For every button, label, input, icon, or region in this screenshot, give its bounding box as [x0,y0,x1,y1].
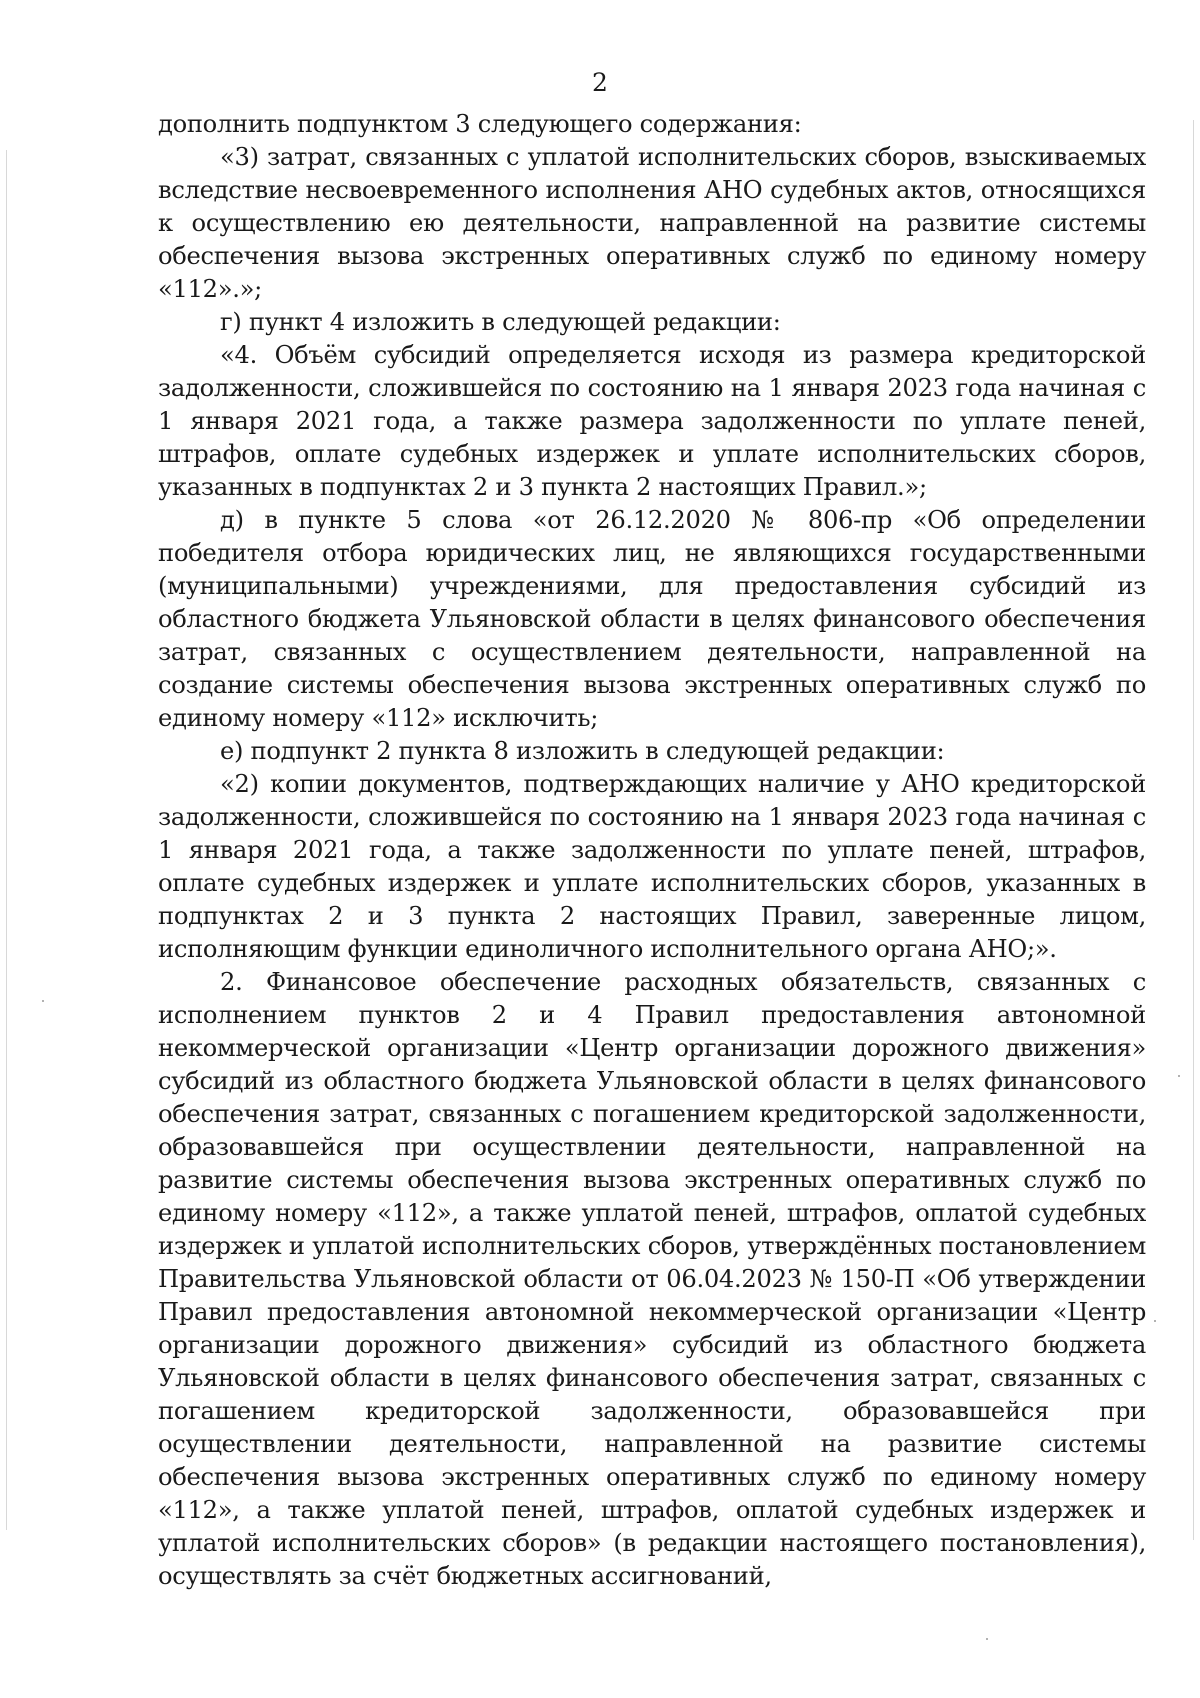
page-number: 2 [592,68,608,97]
paragraph: «3) затрат, связанных с уплатой исполнительских сборов, взыскиваемых вследствие несвоевременного исполнения АНО судебных актов, относящихся к осуществлению ею деятельности, направленной на развитие системы обеспечения вызова экстренных оперативных служб по единому номеру «112».»; [158,143,1146,303]
scan-speck [1178,1075,1180,1077]
scan-speck [1154,1320,1156,1322]
paragraph: дополнить подпунктом 3 следующего содержания: [158,110,802,138]
scan-edge-right [1193,120,1194,1540]
paragraph: е) подпункт 2 пункта 8 изложить в следующей редакции: [220,737,945,765]
paragraph: «2) копии документов, подтверждающих наличие у АНО кредиторской задолженности, сложившейся по состоянию на 1 января 2023 года начиная с 1 января 2021 года, а также задолженности по уплате пеней, штрафов, оплате судебных издержек и уплате исполнительских сборов, указанных в подпунктах 2 и 3 пункта 2 настоящих Правил, заверенные лицом, исполняющим функции единоличного исполнительного органа АНО;». [158,770,1146,963]
paragraph: 2. Финансовое обеспечение расходных обязательств, связанных с исполнением пунктов 2 и 4 Правил предоставления автономной некоммерческой организации «Центр организации дорожного движения» субсидий из областного бюджета Ульяновской области в целях финансового обеспечения затрат, связанных с погашением кредиторской задолженности, образовавшейся при осуществлении деятельности, направленной на развитие системы обеспечения вызова экстренных оперативных служб по единому номеру «112», а также уплатой пеней, штрафов, оплатой судебных издержек и уплатой исполнительских сборов, утверждённых постановлением Правительства Ульяновской области от 06.04.2023 № 150-П «Об утверждении Правил предоставления автономной некоммерческой организации «Центр организации дорожного движения» субсидий из областного бюджета Ульяновской области в целях финансового обеспечения затрат, связанных с погашением кредиторской задолженности, образовавшейся при осуществлении деятельности, направленной на развитие системы обеспечения вызова экстренных оперативных служб по единому номеру «112», а также уплатой пеней, штрафов, оплатой судебных издержек и уплатой исполнительских сборов» (в редакции настоящего постановления), осуществлять за счёт бюджетных ассигнований, [158,968,1146,1590]
scan-speck [42,1000,44,1002]
scan-speck [986,1638,988,1640]
scan-edge-left [6,150,7,1530]
paragraph: г) пункт 4 изложить в следующей редакции: [220,308,781,336]
paragraph: д) в пункте 5 слова «от 26.12.2020 № 806-пр «Об определении победителя отбора юридических лиц, не являющихся государственными (муниципальными) учреждениями, для предоставления субсидий из областного бюджета Ульяновской области в целях финансового обеспечения затрат, связанных с осуществлением деятельности, направленной на создание системы обеспечения вызова экстренных оперативных служб по единому номеру «112» исключить; [158,506,1146,732]
paragraph: «4. Объём субсидий определяется исходя из размера кредиторской задолженности, сложившейся по состоянию на 1 января 2023 года начиная с 1 января 2021 года, а также размера задолженности по уплате пеней, штрафов, оплате судебных издержек и уплате исполнительских сборов, указанных в подпунктах 2 и 3 пункта 2 настоящих Правил.»; [158,341,1146,501]
document-body [158,108,1146,1593]
